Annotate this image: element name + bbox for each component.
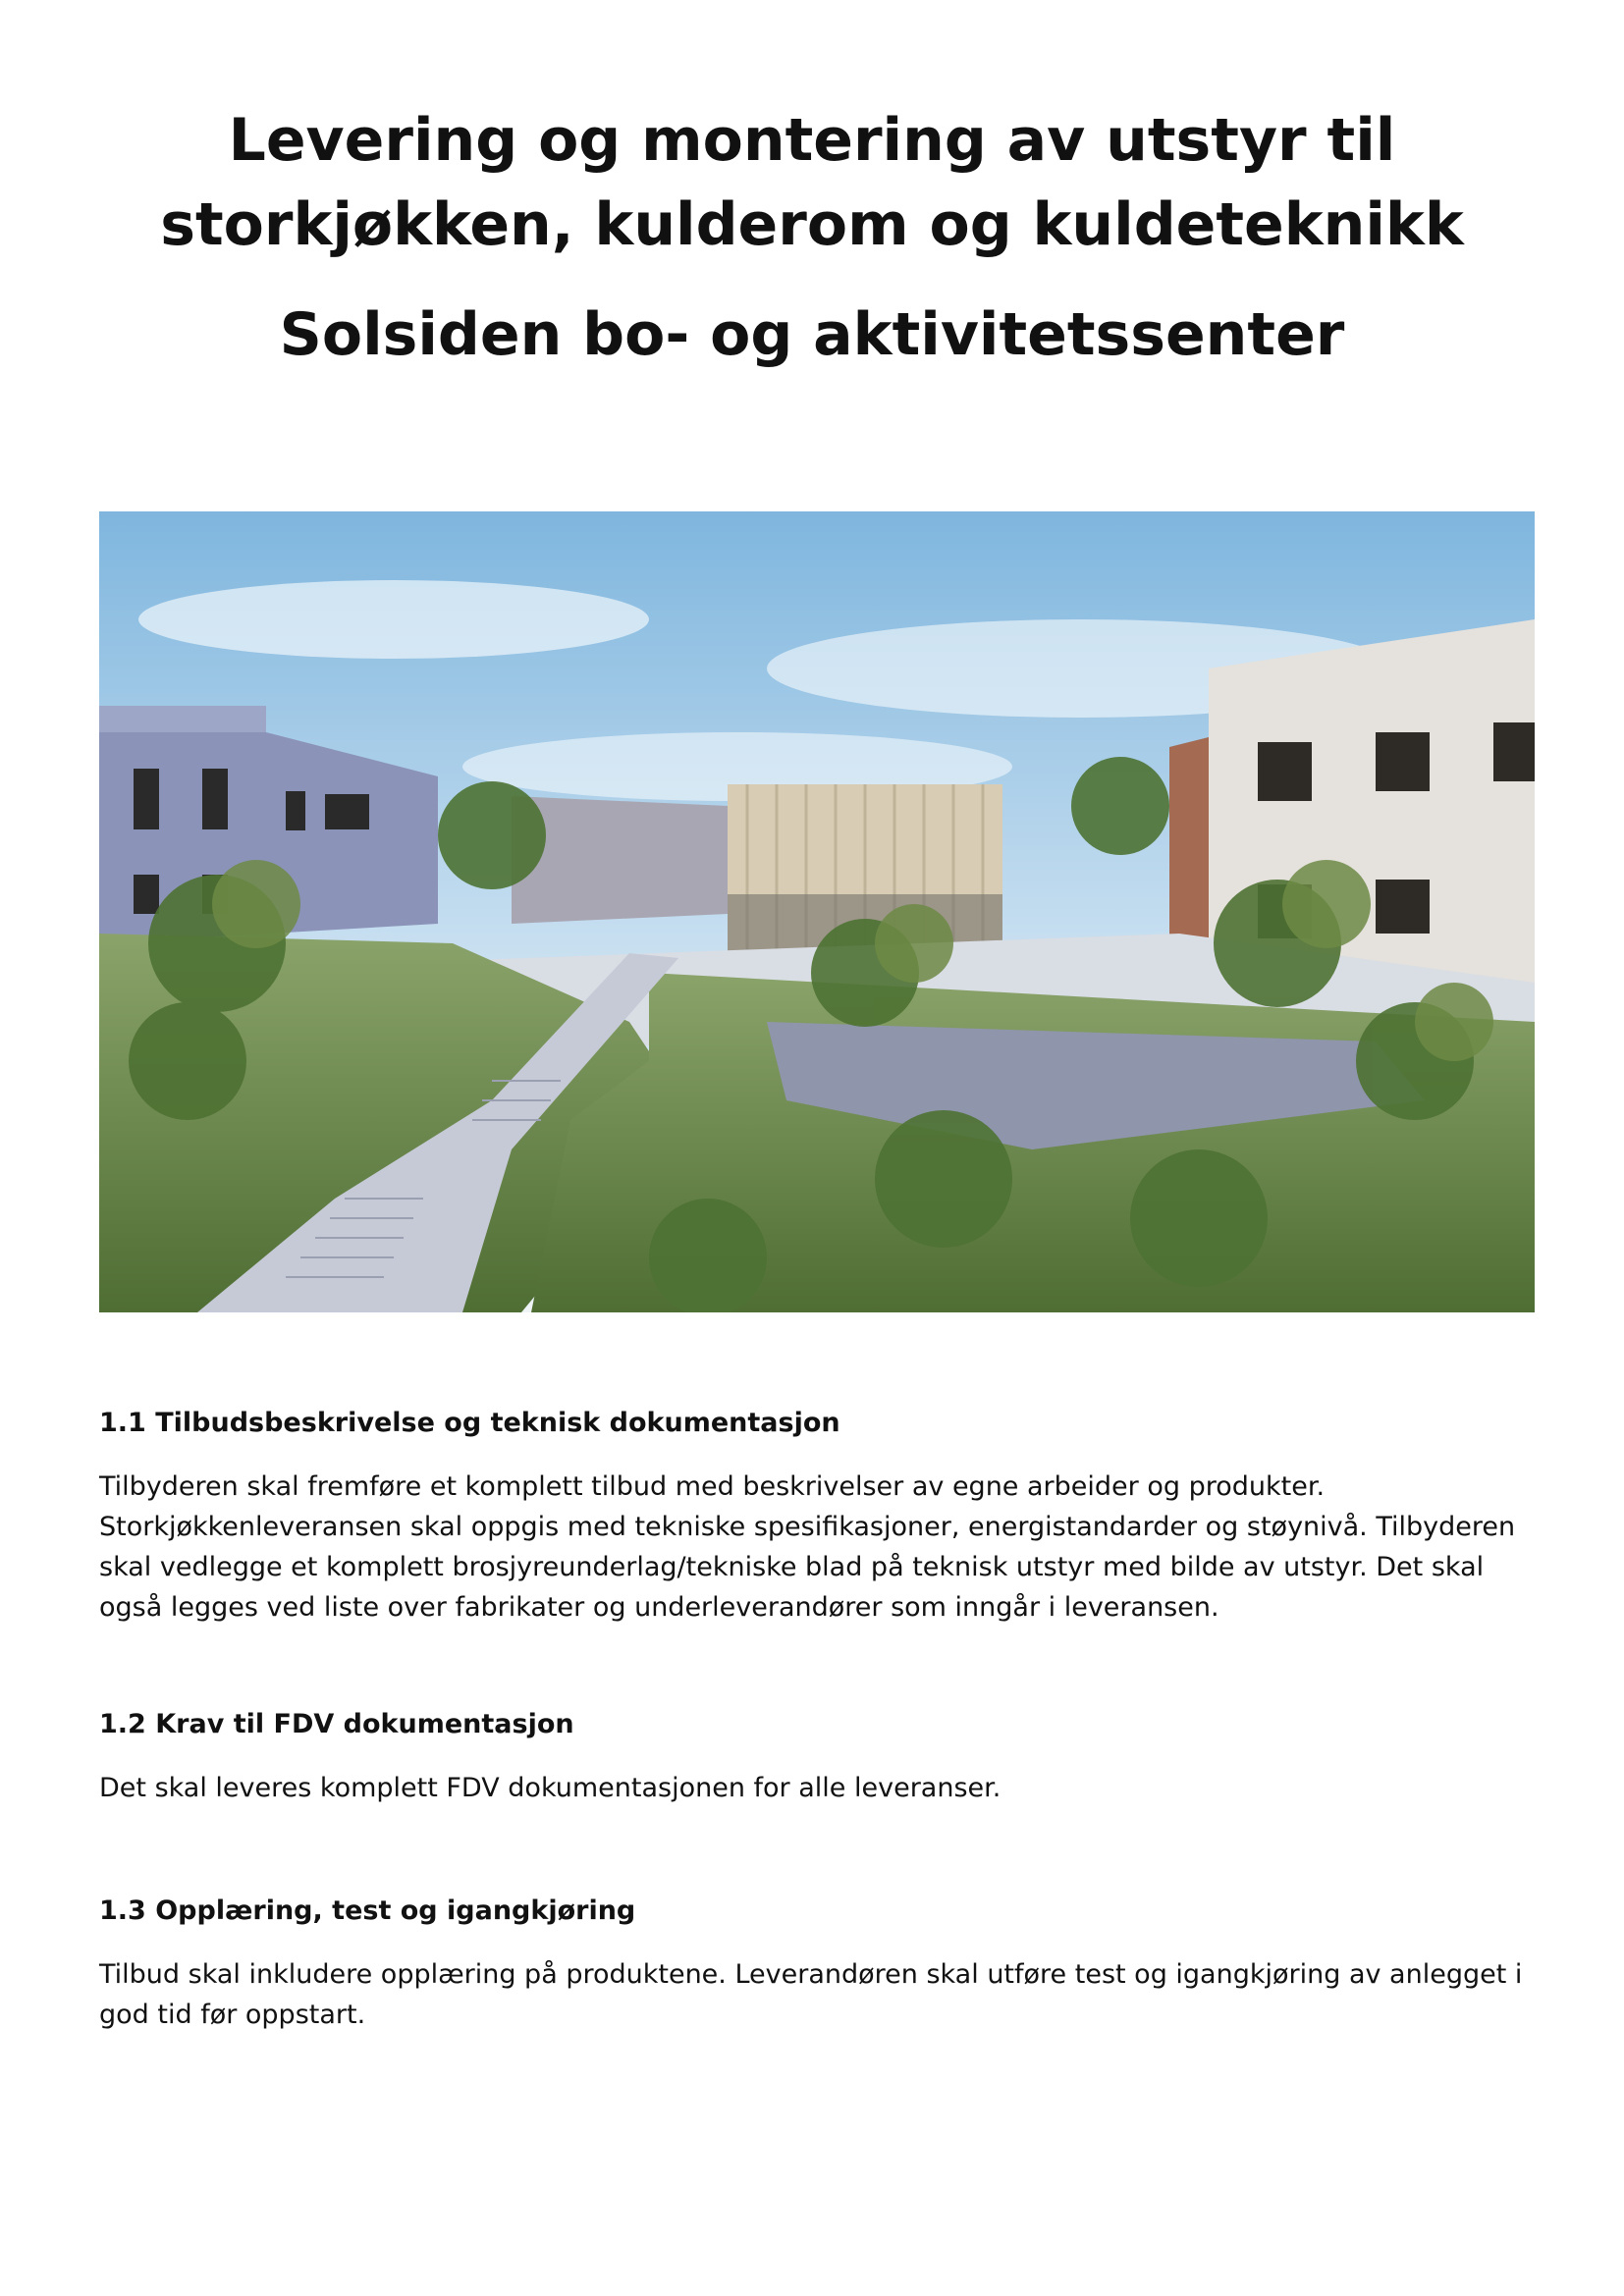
- document-subtitle: Solsiden bo- og aktivitetssenter: [279, 300, 1345, 369]
- section-body: Tilbud skal inkludere opplæring på produktene. Leverandøren skal utføre test og igangkjøring av anlegget i god tid før oppstart.: [99, 1959, 1523, 2030]
- document-title: Levering og montering av utstyr til storkjøkken, kulderom og kuldeteknikk: [160, 106, 1464, 259]
- architectural-rendering-image: [99, 511, 1535, 1312]
- section-body: Det skal leveres komplett FDV dokumentasjonen for alle leveranser.: [99, 1773, 1001, 1803]
- section-heading: 1.1 Tilbudsbeskrivelse og teknisk dokumentasjon: [99, 1408, 840, 1438]
- section-fdv-requirements: [99, 1707, 1535, 1808]
- section-tender-description: [99, 1406, 1535, 1628]
- section-body: Tilbyderen skal fremføre et komplett tilbud med beskrivelser av egne arbeider og produkter. Storkjøkkenleveransen skal oppgis med tekniske spesifikasjoner, energistandarder og støynivå. Tilbyderen skal vedlegge et komplett brosjyreunderlag/tekniske blad på teknisk utstyr med bilde av utstyr. Det skal også legges ved liste over fabrikater og underleverandører som inngår i leveransen.: [99, 1471, 1516, 1623]
- section-training-commissioning: [99, 1894, 1535, 2035]
- section-heading: 1.2 Krav til FDV dokumentasjon: [99, 1709, 574, 1739]
- section-heading: 1.3 Opplæring, test og igangkjøring: [99, 1896, 636, 1926]
